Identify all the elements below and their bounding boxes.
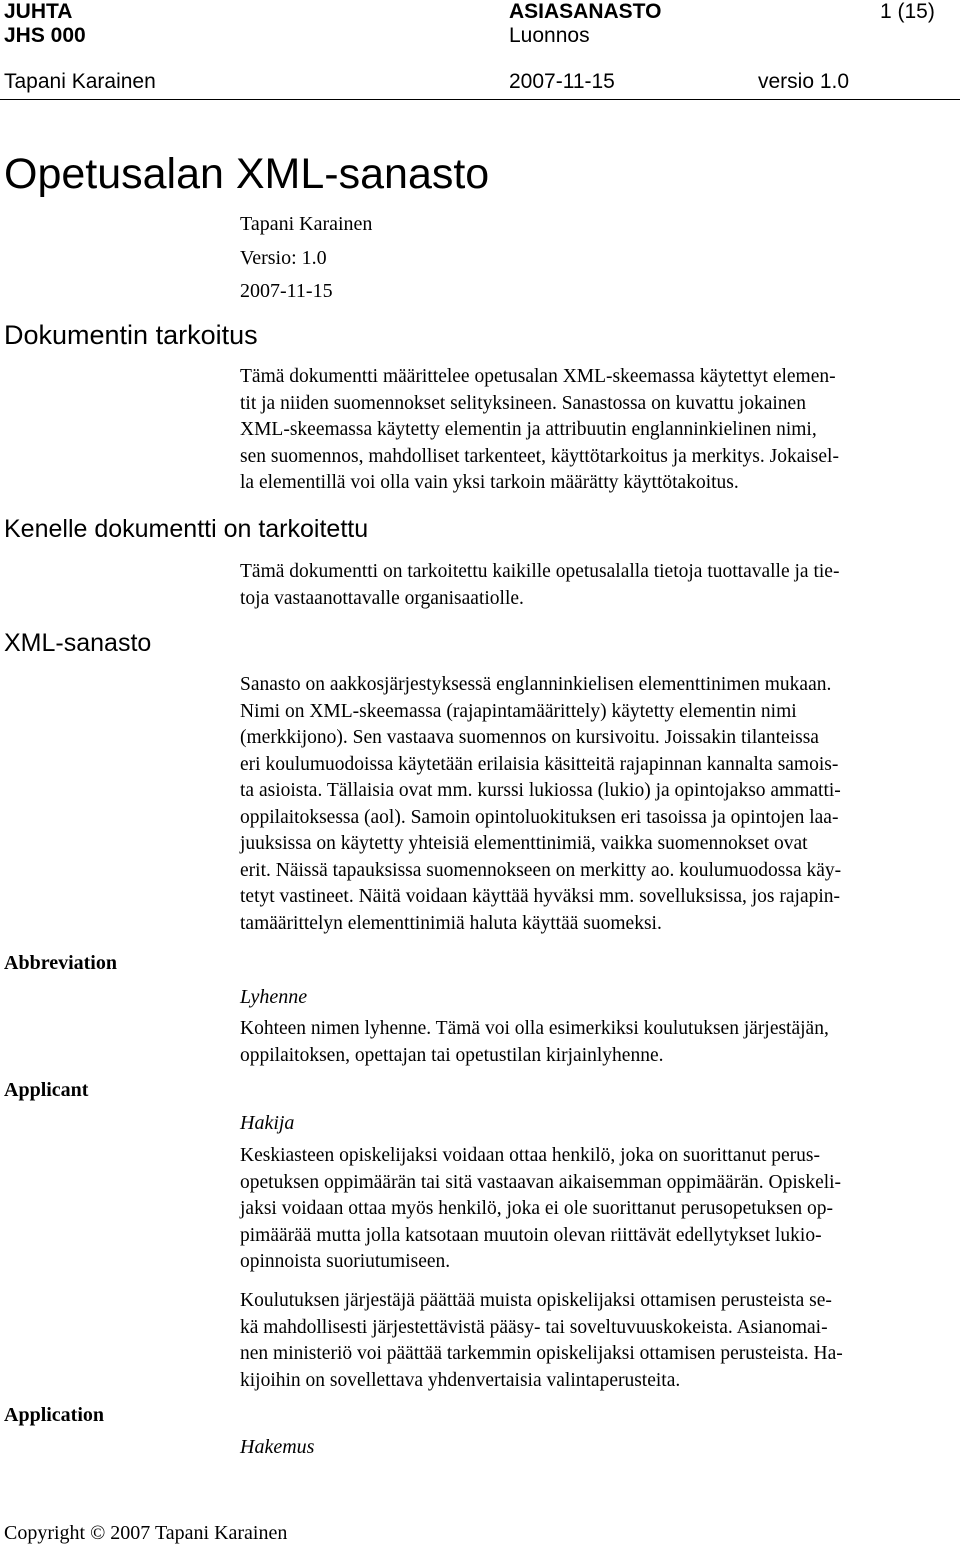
- term-definition-abbreviation: [240, 1016, 958, 1069]
- section-body-purpose: [240, 364, 958, 497]
- text-line: opinnoista suoriutumiseen.: [240, 1251, 451, 1272]
- text-line: tetyt vastineet. Näitä voidaan käyttää hyväksi mm. sovelluksissa, jos rajapin-: [240, 886, 841, 907]
- text-line: opetuksen oppimäärän tai sitä vastaavan aikaisemman oppimäärän. Opiskeli-: [240, 1171, 842, 1193]
- text-line: Nimi on XML-skeemassa (rajapintamäärittely) käytetty elementin nimi: [240, 700, 797, 722]
- text-line: eri koulumuodoissa käytetään erilaisia käsitteitä rajapinnan kannalta samois-: [240, 753, 839, 775]
- text-line: oppilaitoksen, opettajan tai opetustilan kirjainlyhenne.: [240, 1044, 664, 1066]
- text-line: tamäärittelyn elementtinimiä haluta käyttää suomeksi.: [240, 912, 662, 934]
- term-finnish-application: Hakemus: [240, 1436, 315, 1458]
- text-line: pimäärää mutta jolla katsotaan muutoin olevan riittävät edellytykset lukio-: [240, 1224, 822, 1246]
- term-finnish-applicant: Hakija: [240, 1112, 295, 1134]
- text-line: nen ministeriö voi päättää tarkemmin opiskelijaksi ottamisen perusteista. Ha-: [240, 1343, 843, 1364]
- text-line: XML-skeemassa käytetty elementin ja attribuutin englanninkielinen nimi,: [240, 419, 817, 440]
- section-heading-vocabulary: XML-sanasto: [4, 629, 152, 657]
- section-body-audience: [240, 559, 958, 612]
- text-line: sen suomennos, mahdolliset tarkenteet, käyttötarkoitus ja merkitys. Jokaisel-: [240, 445, 839, 467]
- header-status: Luonnos: [509, 24, 590, 47]
- term-finnish-abbreviation: Lyhenne: [240, 986, 308, 1008]
- meta-version: Versio: 1.0: [240, 247, 327, 269]
- text-line: Sanasto on aakkosjärjestyksessä englanninkielisen elementtinimen mukaan.: [240, 674, 832, 695]
- header-date: 2007-11-15: [509, 70, 615, 93]
- header-divider: [0, 99, 960, 100]
- text-line: toja vastaanottavalle organisaatiolle.: [240, 587, 524, 609]
- term-definition-applicant-p1: [240, 1143, 958, 1276]
- header-version: versio 1.0: [758, 70, 850, 93]
- header-doc-type: ASIASANASTO: [509, 0, 662, 23]
- header-author: Tapani Karainen: [4, 70, 156, 93]
- text-line: jaksi voidaan ottaa myös henkilö, joka ei ole suorittanut perusopetuksen op-: [240, 1198, 833, 1219]
- footer-copyright: Copyright © 2007 Tapani Karainen: [4, 1522, 288, 1544]
- text-line: Tämä dokumentti määrittelee opetusalan XML-skeemassa käytettyt elemen-: [240, 366, 836, 387]
- text-line: Kohteen nimen lyhenne. Tämä voi olla esimerkiksi koulutuksen järjestäjän,: [240, 1018, 829, 1039]
- text-line: la elementillä voi olla vain yksi tarkoin määrätty käyttötakoitus.: [240, 472, 739, 493]
- section-heading-audience: Kenelle dokumentti on tarkoitettu: [4, 515, 369, 543]
- text-line: juuksissa on käytetty yhteisiä elementtinimiä, vaikka suomennokset ovat: [240, 833, 808, 854]
- text-line: kä mahdollisesti järjestettävistä pääsy- tai soveltuvuuskokeista. Asianomai-: [240, 1316, 828, 1338]
- term-name-application: Application: [4, 1404, 105, 1426]
- section-body-vocabulary: [240, 672, 958, 937]
- document-title: Opetusalan XML-sanasto: [4, 150, 490, 198]
- text-line: tit ja niiden suomennokset selityksineen. Sanastossa on kuvattu jokainen: [240, 392, 806, 414]
- term-name-applicant: Applicant: [4, 1079, 89, 1101]
- section-heading-purpose: Dokumentin tarkoitus: [4, 320, 258, 350]
- term-definition-applicant-p2: [240, 1288, 958, 1394]
- term-name-abbreviation: Abbreviation: [4, 952, 117, 974]
- text-line: erit. Näissä tapauksissa suomennokseen on merkitty ao. koulumuodossa käy-: [240, 859, 842, 881]
- meta-date: 2007-11-15: [240, 280, 333, 302]
- text-line: kijoihin on sovellettava yhdenvertaisia valintaperusteita.: [240, 1369, 681, 1391]
- header-standard: JHS 000: [4, 24, 86, 47]
- meta-author: Tapani Karainen: [240, 213, 373, 235]
- header-page-number: 1 (15): [880, 0, 935, 23]
- text-line: Keskiasteen opiskelijaksi voidaan ottaa henkilö, joka on suorittanut perus-: [240, 1145, 820, 1166]
- text-line: Koulutuksen järjestäjä päättää muista opiskelijaksi ottamisen perusteista se-: [240, 1290, 832, 1311]
- text-line: (merkkijono). Sen vastaava suomennos on kursivoitu. Joissakin tilanteissa: [240, 727, 819, 748]
- header-org: JUHTA: [4, 0, 73, 23]
- text-line: Tämä dokumentti on tarkoitettu kaikille opetusalalla tietoja tuottavalle ja tie-: [240, 561, 840, 582]
- text-line: oppilaitoksessa (aol). Samoin opintoluokituksen eri tasoissa ja opintojen laa-: [240, 806, 839, 828]
- text-line: ta asioista. Tällaisia ovat mm. kurssi lukiossa (lukio) ja opintojakso ammatti-: [240, 780, 841, 801]
